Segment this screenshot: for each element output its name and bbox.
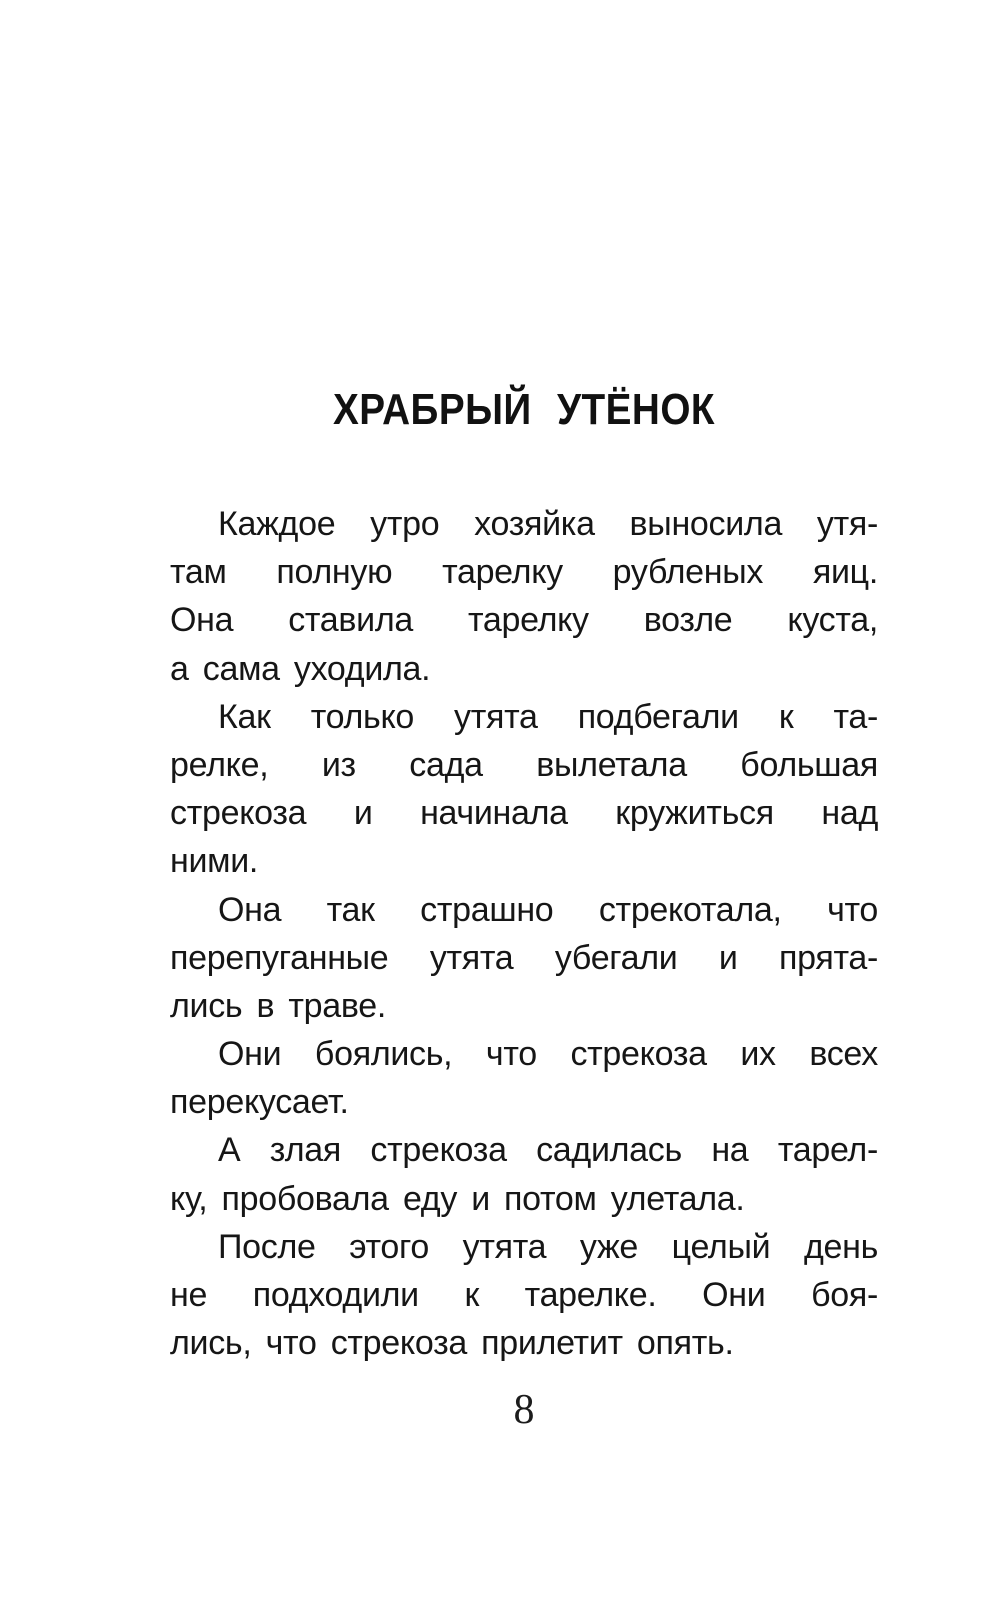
page-number: 8 (513, 1387, 535, 1433)
text-line: перепуганные утята убегали и прята- (170, 938, 878, 977)
text-line: Она ставила тарелку возле куста, (170, 601, 878, 640)
text-line: перекусает. (170, 1083, 349, 1122)
text-line: а сама уходила. (170, 649, 431, 688)
text-line: лись, что стрекоза прилетит опять. (170, 1324, 734, 1363)
text-line: Как только утята подбегали к та- (218, 697, 878, 736)
text-line: не подходили к тарелке. Они боя- (170, 1276, 878, 1314)
text-line: лись в траве. (170, 986, 387, 1025)
text-line: ними. (170, 842, 259, 881)
text-line: А злая стрекоза садилась на тарел- (218, 1131, 878, 1170)
text-line: Они боялись, что стрекоза их всех (218, 1035, 878, 1074)
story-title: ХРАБРЫЙ УТЁНОК (333, 385, 715, 434)
text-line: стрекоза и начинала кружиться над (170, 794, 878, 833)
text-line: ку, пробовала еду и потом улетала. (170, 1179, 745, 1218)
text-line: После этого утята уже целый день (218, 1227, 878, 1266)
text-line: там полную тарелку рубленых яиц. (170, 553, 878, 592)
text-line: Каждое утро хозяйка выносила утя- (218, 505, 878, 543)
text-line: релке, из сада вылетала большая (170, 745, 878, 784)
text-block (170, 500, 878, 1367)
text-line: Она так страшно стрекотала, что (218, 890, 878, 929)
